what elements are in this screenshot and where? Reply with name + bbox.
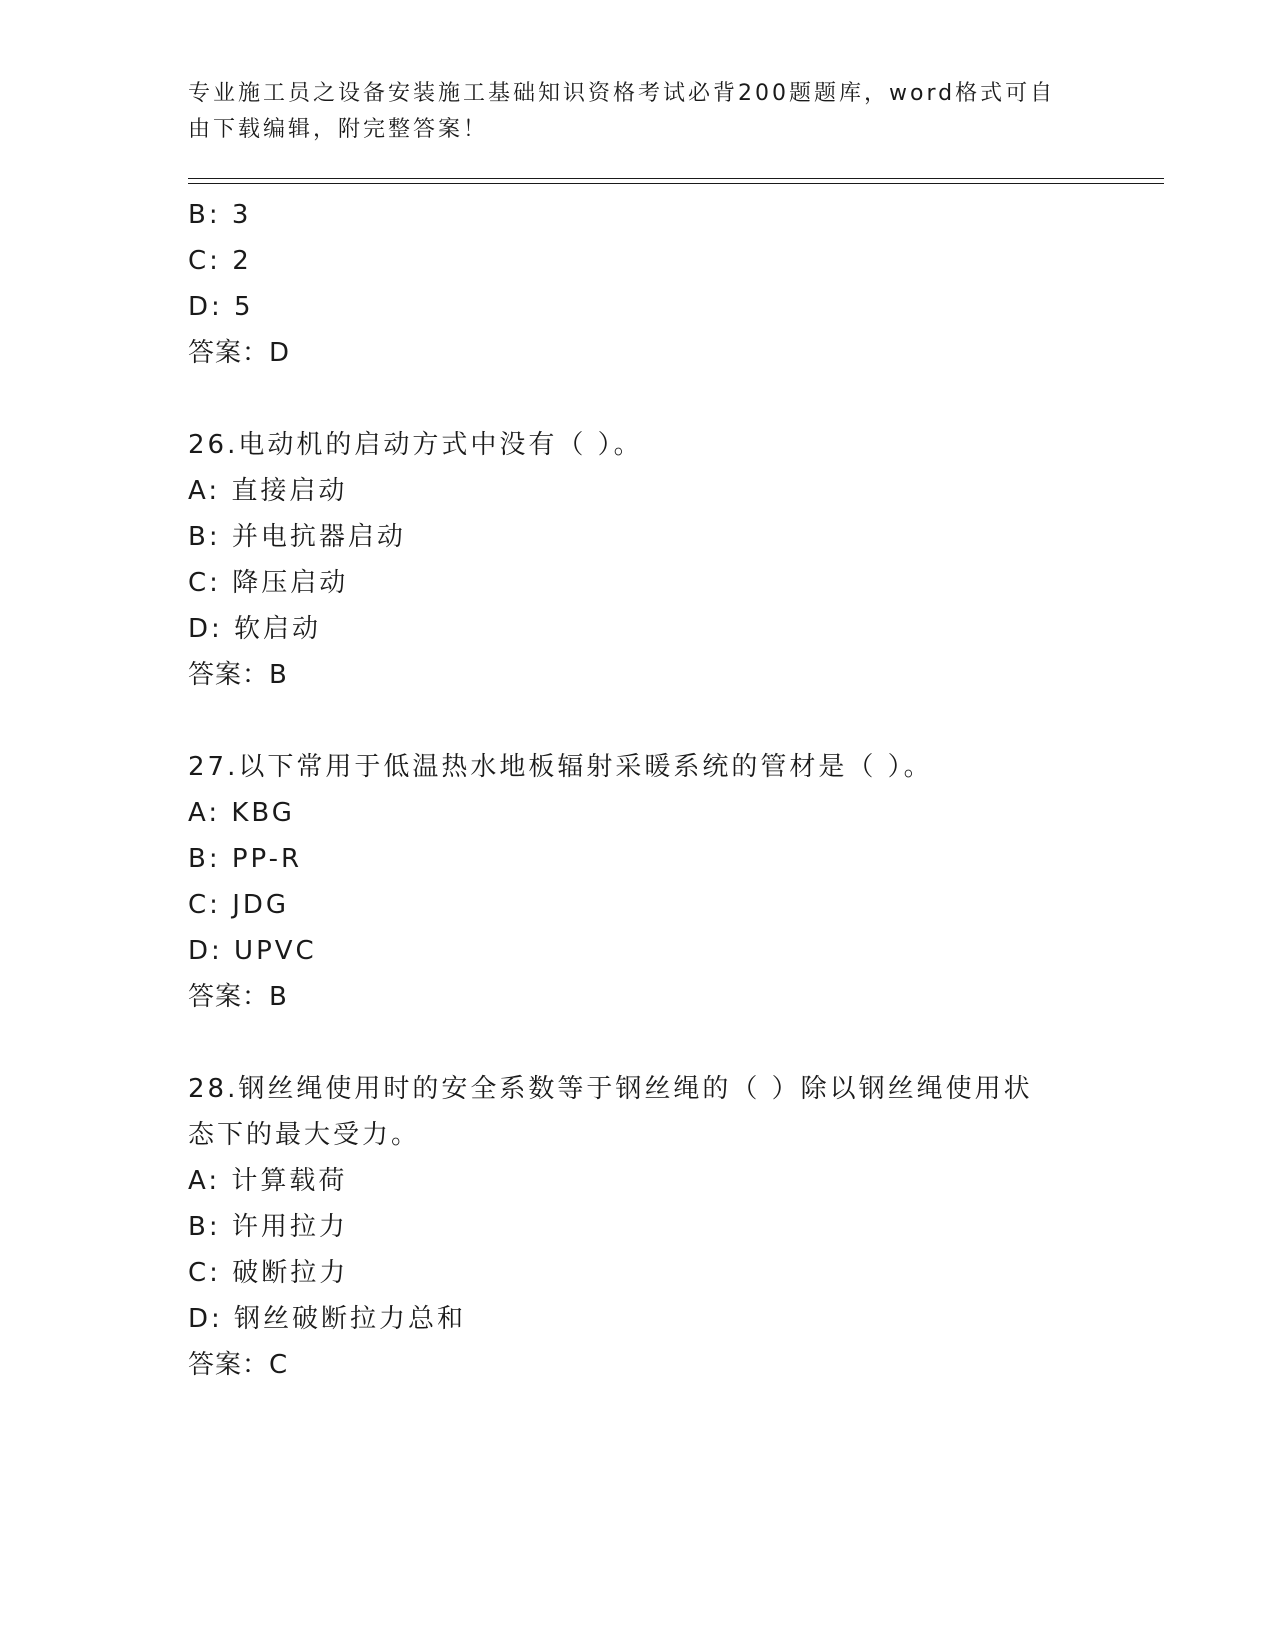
option-line: B: 许用拉力 xyxy=(188,1212,348,1242)
option-line: C: JDG xyxy=(188,890,290,920)
option-line: C: 降压启动 xyxy=(188,568,349,598)
option-line: D: 5 xyxy=(188,292,254,322)
option-line: B: PP-R xyxy=(188,844,303,874)
option-line: A: 直接启动 xyxy=(188,476,348,506)
question-stem: 27.以下常用于低温热水地板辐射采暖系统的管材是（ ）。 xyxy=(188,752,933,782)
option-line: A: KBG xyxy=(188,798,295,828)
question-stem: 28.钢丝绳使用时的安全系数等于钢丝绳的（ ）除以钢丝绳使用状态下的最大受力。 xyxy=(188,1074,1033,1150)
option-line: D: 软启动 xyxy=(188,614,322,644)
continued-question xyxy=(188,192,1088,376)
question-26 xyxy=(188,422,1088,698)
option-line: B: 3 xyxy=(188,200,252,230)
question-27 xyxy=(188,744,1088,1020)
question-stem: 26.电动机的启动方式中没有（ ）。 xyxy=(188,430,643,460)
option-line: D: UPVC xyxy=(188,936,317,966)
question-content xyxy=(188,192,1088,1388)
header-rule-bottom xyxy=(188,183,1164,184)
question-28 xyxy=(188,1066,1088,1388)
option-line: A: 计算载荷 xyxy=(188,1166,348,1196)
header-rule-top xyxy=(188,178,1164,179)
answer-line: 答案：B xyxy=(188,660,288,690)
answer-line: 答案：C xyxy=(188,1350,289,1380)
option-line: D: 钢丝破断拉力总和 xyxy=(188,1304,467,1334)
document-header: 专业施工员之设备安装施工基础知识资格考试必背200题题库，word格式可自由下载编辑，附完整答案！ xyxy=(188,81,1056,142)
answer-line: 答案：D xyxy=(188,338,291,368)
option-line: C: 2 xyxy=(188,246,252,276)
answer-line: 答案：B xyxy=(188,982,288,1012)
option-line: B: 并电抗器启动 xyxy=(188,522,406,552)
option-line: C: 破断拉力 xyxy=(188,1258,349,1288)
